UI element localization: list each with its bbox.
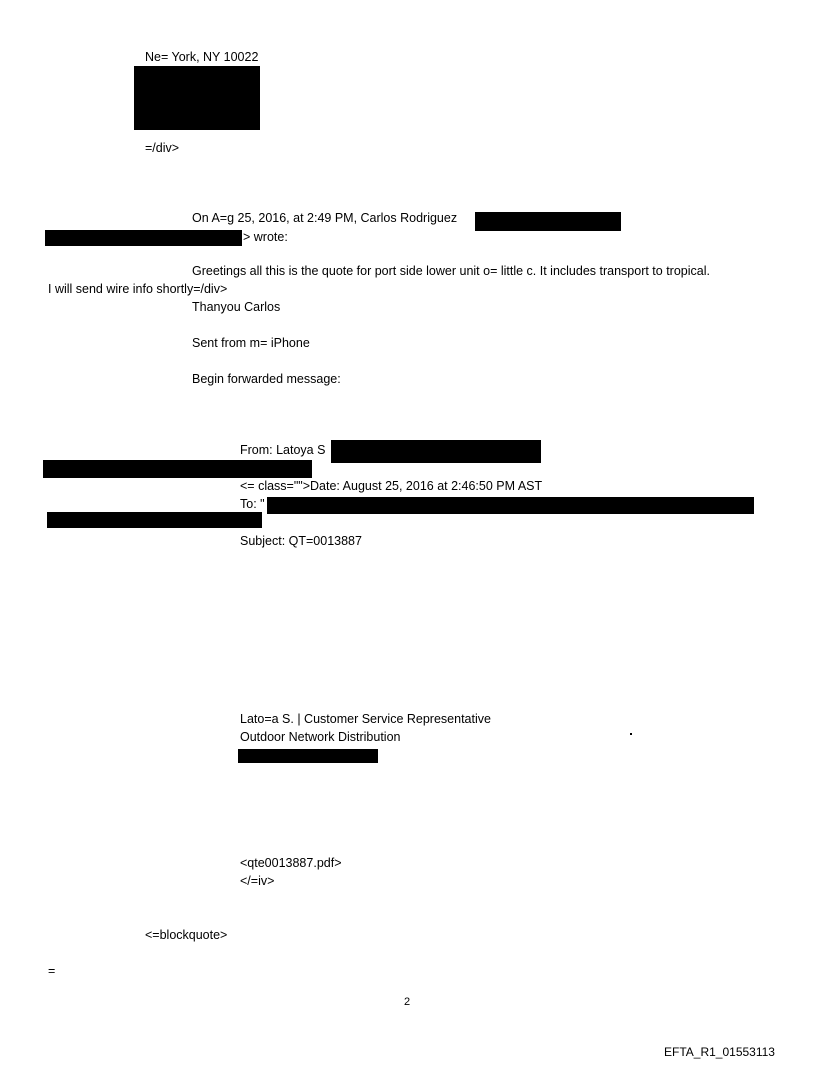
on-date-line: On A=g 25, 2016, at 2:49 PM, Carlos Rodriguez <box>192 211 458 225</box>
date-line: <= class="">Date: August 25, 2016 at 2:46:50 PM AST <box>240 479 543 493</box>
redaction-to <box>267 497 754 514</box>
redaction-email-cont <box>45 230 242 246</box>
from-line: From: Latoya S <box>240 443 326 457</box>
subject-line: Subject: QT=0013887 <box>240 534 362 548</box>
thanks-line: Thanyou Carlos <box>192 300 281 314</box>
redaction-from-cont <box>43 460 312 478</box>
redaction-signature <box>238 749 378 763</box>
redaction-from-email <box>331 440 541 463</box>
attachment-line: <qte0013887.pdf> <box>240 856 342 870</box>
begin-forward-line: Begin forwarded message: <box>192 372 341 386</box>
blockquote-line: <=blockquote> <box>145 928 228 942</box>
redaction-email <box>475 212 621 231</box>
redaction-to-cont <box>47 512 262 528</box>
greeting-line: Greetings all this is the quote for port side lower unit o= little c. It includes transport to tropical. <box>192 264 710 278</box>
equals-line: = <box>48 964 56 978</box>
to-line: To: " <box>240 497 265 511</box>
wire-info-line: I will send wire info shortly=/div> <box>48 282 228 296</box>
stray-dot <box>630 733 632 735</box>
redaction-block <box>134 66 260 130</box>
document-id-footer: EFTA_R1_01553113 <box>664 1045 775 1059</box>
signature-name: Lato=a S. | Customer Service Representative <box>240 712 491 726</box>
iv-close-line: </=iv> <box>240 874 275 888</box>
div-close-line: =/div> <box>145 141 180 155</box>
wrote-line: > wrote: <box>243 230 288 244</box>
address-line: Ne= York, NY 10022 <box>145 50 259 64</box>
signature-company: Outdoor Network Distribution <box>240 730 401 744</box>
sent-from-line: Sent from m= iPhone <box>192 336 310 350</box>
page-number: 2 <box>404 996 411 1008</box>
